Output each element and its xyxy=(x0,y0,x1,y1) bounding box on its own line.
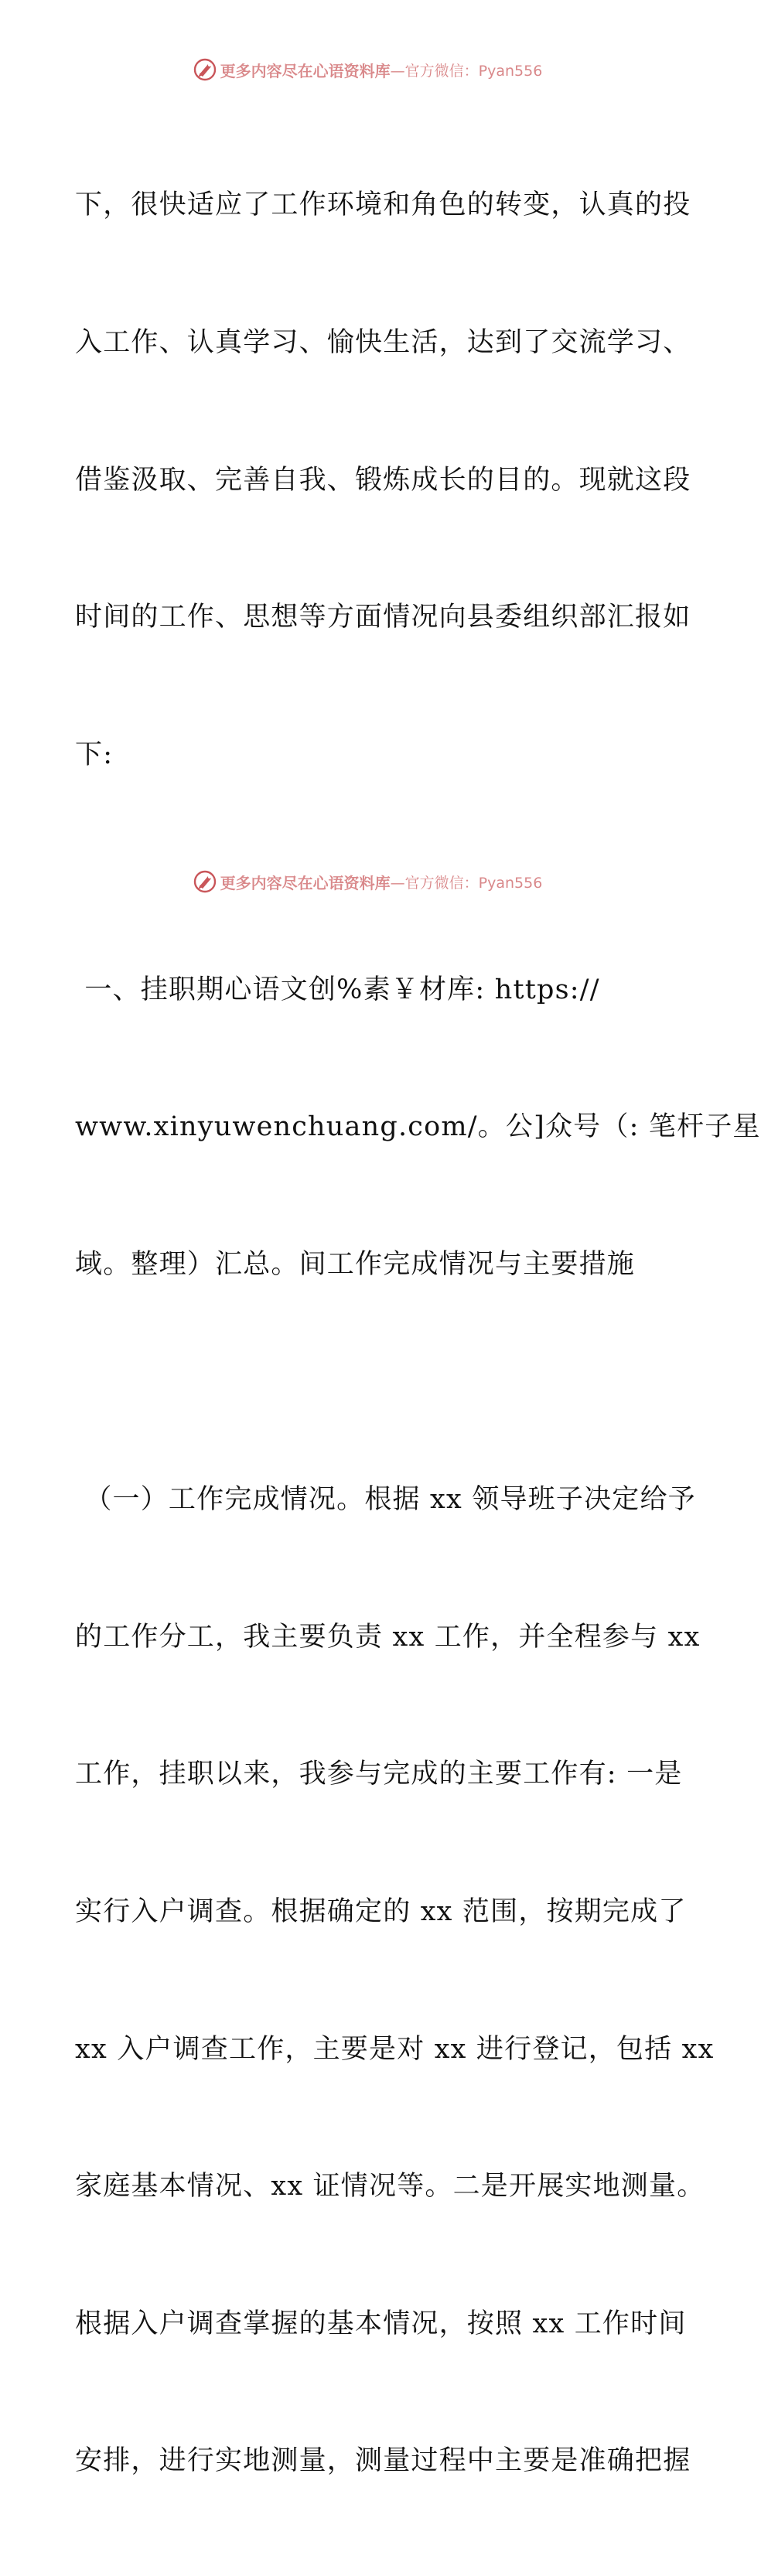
text-line: 时间的工作、思想等方面情况向县委组织部汇报如 xyxy=(75,602,691,633)
text-line: 实行入户调查。根据确定的 xx 范围，按期完成了 xyxy=(75,1895,687,1927)
brand-logo-icon xyxy=(193,869,217,894)
header-banner-wechat: —官方微信：Pyan556 xyxy=(390,62,543,80)
paragraph-section-heading xyxy=(75,875,761,1379)
header-banner-title: 更多内容尽在心语资料库 xyxy=(220,61,391,80)
text-line: 根据入户调查掌握的基本情况，按照 xx 工作时间 xyxy=(75,2308,687,2339)
paragraph-work-completion xyxy=(75,1386,715,2576)
header-banner xyxy=(0,54,735,85)
text-line: 家庭基本情况、xx 证情况等。二是开展实地测量。 xyxy=(75,2171,705,2202)
text-line: xx 入户调查工作，主要是对 xx 进行登记，包括 xx xyxy=(75,2033,715,2065)
text-line: 的工作分工，我主要负责 xx 工作，并全程参与 xx xyxy=(75,1621,701,1653)
text-line: 工作，挂职以来，我参与完成的主要工作有: 一是 xyxy=(75,1759,683,1790)
text-line: 一、挂职期心语文创%素￥材库: https:// xyxy=(75,974,600,1005)
brand-logo-icon xyxy=(193,57,217,82)
text-line: 下: xyxy=(75,739,114,770)
text-line: （一）工作完成情况。根据 xx 领导班子决定给予 xyxy=(75,1484,696,1516)
text-line: 域。整理）汇总。间工作完成情况与主要措施 xyxy=(75,1249,636,1281)
text-line: 下，很快适应了工作环境和角色的转变，认真的投 xyxy=(75,189,691,221)
text-line: 入工作、认真学习、愉快生活，达到了交流学习、 xyxy=(75,327,691,359)
text-line: www.xinyuwenchuang.com/。公]众号（: 笔杆子星 xyxy=(75,1111,761,1143)
paragraph-intro xyxy=(75,91,691,869)
document-body xyxy=(75,91,761,2576)
footer-banner xyxy=(0,866,735,897)
footer-banner-wechat: —官方微信：Pyan556 xyxy=(390,874,543,892)
footer-banner-title: 更多内容尽在心语资料库 xyxy=(220,873,391,892)
text-line: 安排，进行实地测量，测量过程中主要是准确把握 xyxy=(75,2445,691,2477)
text-line: 借鉴汲取、完善自我、锻炼成长的目的。现就这段 xyxy=(75,464,691,496)
